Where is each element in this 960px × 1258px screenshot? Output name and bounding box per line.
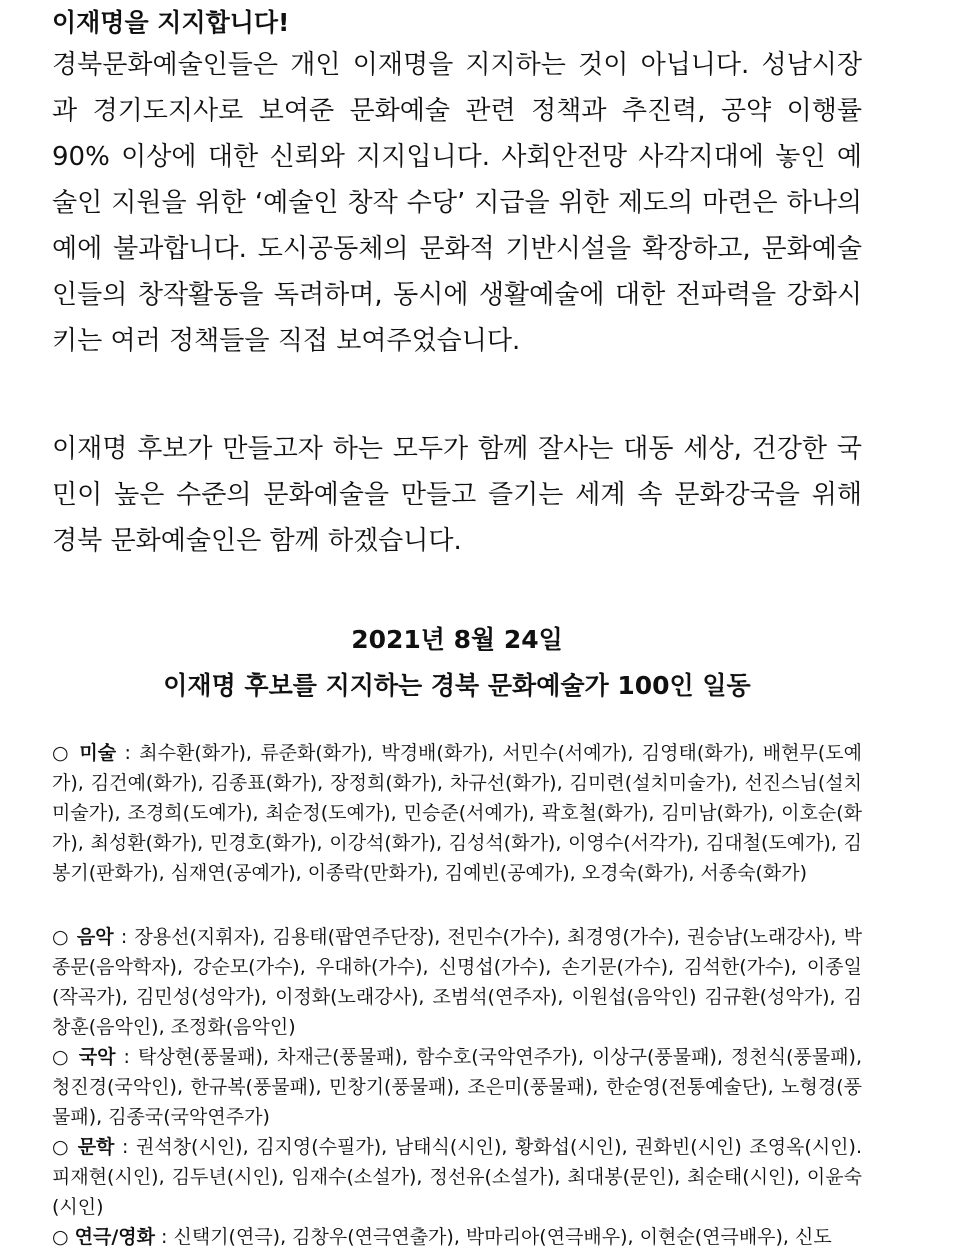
section-names: 탁상현(풍물패), 차재근(풍물패), 함수호(국악연주가), 이상구(풍물패), 정천식(풍물패), 청진경(국악인), 한규복(풍물패), 민창기(풍물패), 조은미(풍물패), 한순영(전통예술단), 노형경(풍물패), 김종국(국악연주가) <box>52 1046 862 1128</box>
bullet-icon: ○ <box>52 742 71 764</box>
section-names: 최수환(화가), 류준화(화가), 박경배(화가), 서민수(서예가), 김영태(화가), 배현무(도예가), 김건예(화가), 김종표(화가), 장정희(화가), 차규선(화가), 김미련(설치미술가), 선진스님(설치미술가), 조경희(도예가), 최순정(도예가), 민승준(서예가), 곽호철(화가), 김미남(화가), 이호순(화가), 최성환(화가), 민경호(화가), 이강석(화가), 김성석(화가), 이영수(서각가), 김대철(도예가), 김봉기(판화가), 심재연(공예가), 이종락(만화가), 김예빈(공예가), 오경숙(화가), 서종숙(화가) <box>52 742 862 884</box>
document-heading: 이재명을 지지합니다! <box>52 8 290 37</box>
signatory-group-title: 이재명 후보를 지지하는 경북 문화예술가 100인 일동 <box>163 671 751 700</box>
bullet-icon: ○ <box>52 1046 71 1068</box>
section-separator: : <box>114 1136 136 1158</box>
statement-paragraph-2: 이재명 후보가 만들고자 하는 모두가 함께 잘사는 대동 세상, 건강한 국민이 높은 수준의 문화예술을 만들고 즐기는 세계 속 문화강국을 위해 경북 문화예술인은 함께 하겠습니다. <box>52 434 862 556</box>
section-separator: : <box>116 742 140 764</box>
signatory-section-literature <box>52 1132 862 1222</box>
statement-date: 2021년 8월 24일 <box>351 625 563 654</box>
section-names: 장용선(지휘자), 김용태(팝연주단장), 전민수(가수), 최경영(가수), 권승남(노래강사), 박종문(음악학자), 강순모(가수), 우대하(가수), 신명섭(가수), 손기문(가수), 김석한(가수), 이종일(작곡가), 김민성(성악가), 이정화(노래강사), 조범석(연주자), 이원섭(음악인) 김규환(성악가), 김창훈(음악인), 조정화(음악인) <box>52 926 862 1038</box>
signatory-section-music <box>52 922 862 1042</box>
section-separator: : <box>113 926 135 948</box>
section-category: 연극/영화 <box>74 1226 155 1248</box>
section-category: 문학 <box>77 1136 115 1158</box>
statement-paragraph-1: 경북문화예술인들은 개인 이재명을 지지하는 것이 아닙니다. 성남시장과 경기도지사로 보여준 문화예술 관련 정책과 추진력, 공약 이행률 90% 이상에 대한 신뢰와 지지입니다. 사회안전망 사각지대에 놓인 예술인 지원을 위한 ‘예술인 창작 수당’ 지급을 위한 제도의 마련은 하나의 예에 불과합니다. 도시공동체의 문화적 기반시설을 확장하고, 문화예술인들의 창작활동을 독려하며, 동시에 생활예술에 대한 전파력을 강화시키는 여러 정책들을 직접 보여주었습니다. <box>52 50 862 356</box>
section-names: 신택기(연극), 김창우(연극연출가), 박마리아(연극배우), 이현순(연극배우), 신도 <box>173 1226 832 1248</box>
signatory-section-art <box>52 738 862 888</box>
signatory-section-drama-film <box>52 1222 862 1252</box>
bullet-icon: ○ <box>52 926 70 948</box>
section-category: 미술 <box>79 742 117 764</box>
section-category: 국악 <box>78 1046 116 1068</box>
bullet-icon: ○ <box>52 1136 71 1158</box>
signatory-section-gukak <box>52 1042 862 1132</box>
section-category: 음악 <box>76 926 114 948</box>
section-separator: : <box>155 1226 174 1248</box>
section-separator: : <box>115 1046 139 1068</box>
bullet-icon: ○ <box>52 1226 69 1248</box>
section-names: 권석창(시인), 김지영(수필가), 남태식(시인), 황화섭(시인), 권화빈(시인) 조영옥(시인). 피재현(시인), 김두년(시인), 임재수(소설가), 정선유(소설가), 최대봉(문인), 최순태(시인), 이윤숙(시인) <box>52 1136 862 1218</box>
